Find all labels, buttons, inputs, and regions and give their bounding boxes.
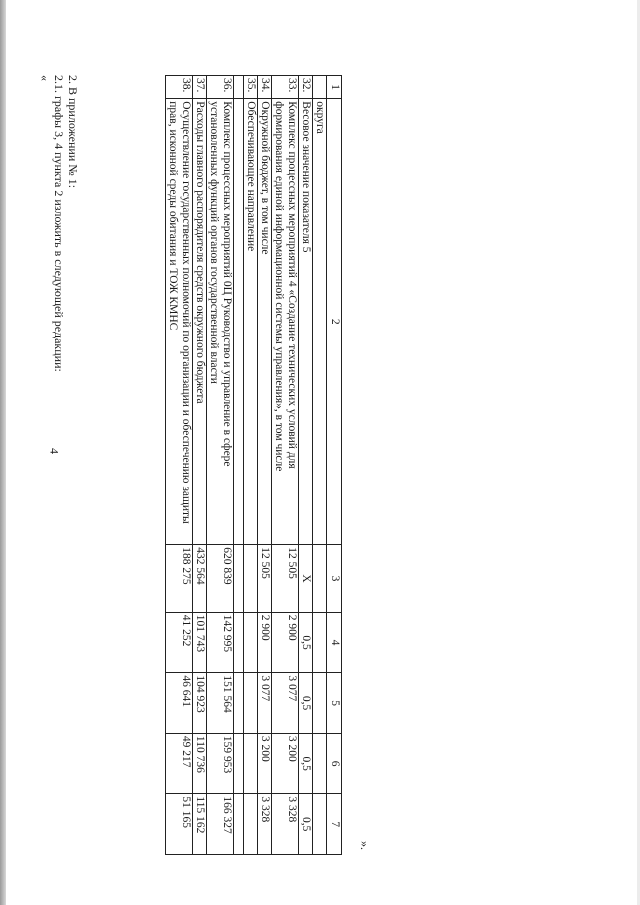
cell-col5: 0,5 bbox=[299, 673, 313, 734]
row-name: Комплекс процессных мероприятий 4 «Создание технических условий для формирования единой информационной системы управления», в том числе bbox=[272, 99, 299, 545]
header-cell: 6 bbox=[327, 733, 342, 794]
page-number: 4 bbox=[47, 448, 62, 454]
rotated-content bbox=[38, 75, 372, 855]
cell-col7: 3 328 bbox=[258, 794, 272, 855]
table-row bbox=[244, 76, 258, 855]
amendment-text bbox=[38, 75, 80, 855]
table-row bbox=[272, 76, 299, 855]
header-cell: 4 bbox=[327, 612, 342, 673]
row-name: Обеспечивающее направление bbox=[244, 99, 258, 545]
cell-col7: 0,5 bbox=[299, 794, 313, 855]
cell-col5: 151 564 bbox=[207, 673, 234, 734]
cell-col6: 3 200 bbox=[258, 733, 272, 794]
cell-col4: 0,5 bbox=[299, 612, 313, 673]
row-number: 35. bbox=[244, 76, 258, 99]
spacer-row bbox=[234, 76, 244, 855]
cell-col5 bbox=[244, 673, 258, 734]
cell-col5 bbox=[313, 673, 327, 734]
cell-col3: 12 505 bbox=[258, 545, 272, 613]
cell-col7: 3 328 bbox=[272, 794, 299, 855]
cell-col6: 159 953 bbox=[207, 733, 234, 794]
row-number: 32. bbox=[299, 76, 313, 99]
row-name: Расходы главного распорядителя средств окружного бюджета bbox=[193, 99, 207, 545]
cell-col6: 110 736 bbox=[193, 733, 207, 794]
cell-col7: 115 162 bbox=[193, 794, 207, 855]
row-name: округа bbox=[313, 99, 327, 545]
cell-col4: 2 900 bbox=[272, 612, 299, 673]
cell-col3 bbox=[313, 545, 327, 613]
cell-col3 bbox=[244, 545, 258, 613]
row-number bbox=[313, 76, 327, 99]
cell-col4: 41 252 bbox=[166, 612, 193, 673]
cell-col3: 12 505 bbox=[272, 545, 299, 613]
cell-col4 bbox=[244, 612, 258, 673]
table-row bbox=[166, 76, 193, 855]
cell-col3: X bbox=[299, 545, 313, 613]
amendment-line-2: 2.1. графы 3, 4 пункта 2 изложить в следующей редакции: bbox=[52, 75, 66, 372]
cell-col4: 2 900 bbox=[258, 612, 272, 673]
cell-col5: 3 077 bbox=[258, 673, 272, 734]
row-number: 34. bbox=[258, 76, 272, 99]
cell-col4 bbox=[313, 612, 327, 673]
amendment-line-3: « bbox=[38, 75, 52, 81]
cell-col3: 432 564 bbox=[193, 545, 207, 613]
table-row bbox=[258, 76, 272, 855]
cell-col5: 3 077 bbox=[272, 673, 299, 734]
header-cell: 3 bbox=[327, 545, 342, 613]
cell-col3: 620 839 bbox=[207, 545, 234, 613]
cell-col6: 49 217 bbox=[166, 733, 193, 794]
row-number: 38. bbox=[166, 76, 193, 99]
cell-col7: 166 327 bbox=[207, 794, 234, 855]
cell-col6 bbox=[244, 733, 258, 794]
row-number: 36. bbox=[207, 76, 234, 99]
cell-col5: 104 923 bbox=[193, 673, 207, 734]
table-row bbox=[207, 76, 234, 855]
closing-quote-mark: ». bbox=[358, 841, 372, 850]
row-name: Комплекс процессных мероприятий 0Ц Руководство и управление в сфере установленных функций органов государственной власти bbox=[207, 99, 234, 545]
cell-col3: 188 275 bbox=[166, 545, 193, 613]
cell-col4: 142 995 bbox=[207, 612, 234, 673]
cell-col7 bbox=[244, 794, 258, 855]
cell-col7 bbox=[313, 794, 327, 855]
cell-col4: 101 743 bbox=[193, 612, 207, 673]
row-name: Осуществление государственных полномочий по организации и обеспечению защиты прав, исконной среды обитания и ТОЖ КМНС bbox=[166, 99, 193, 545]
table-header-row bbox=[327, 76, 342, 855]
cell-col7: 51 165 bbox=[166, 794, 193, 855]
cell-col6: 0,5 bbox=[299, 733, 313, 794]
row-number: 33. bbox=[272, 76, 299, 99]
cell-col5: 46 641 bbox=[166, 673, 193, 734]
row-name: Весовое значение показателя 5 bbox=[299, 99, 313, 545]
header-cell: 1 bbox=[327, 76, 342, 99]
scan-edge-left bbox=[0, 0, 6, 905]
row-name: Окружной бюджет, в том числе bbox=[258, 99, 272, 545]
row-number: 37. bbox=[193, 76, 207, 99]
table-row bbox=[313, 76, 327, 855]
cell-col6: 3 200 bbox=[272, 733, 299, 794]
amendment-line-1: 2. В приложении № 1: bbox=[66, 75, 80, 189]
table-row bbox=[299, 76, 313, 855]
header-cell: 7 bbox=[327, 794, 342, 855]
header-cell: 5 bbox=[327, 673, 342, 734]
header-cell: 2 bbox=[327, 99, 342, 545]
cell-col6 bbox=[313, 733, 327, 794]
budget-table bbox=[165, 75, 342, 855]
table-row bbox=[193, 76, 207, 855]
